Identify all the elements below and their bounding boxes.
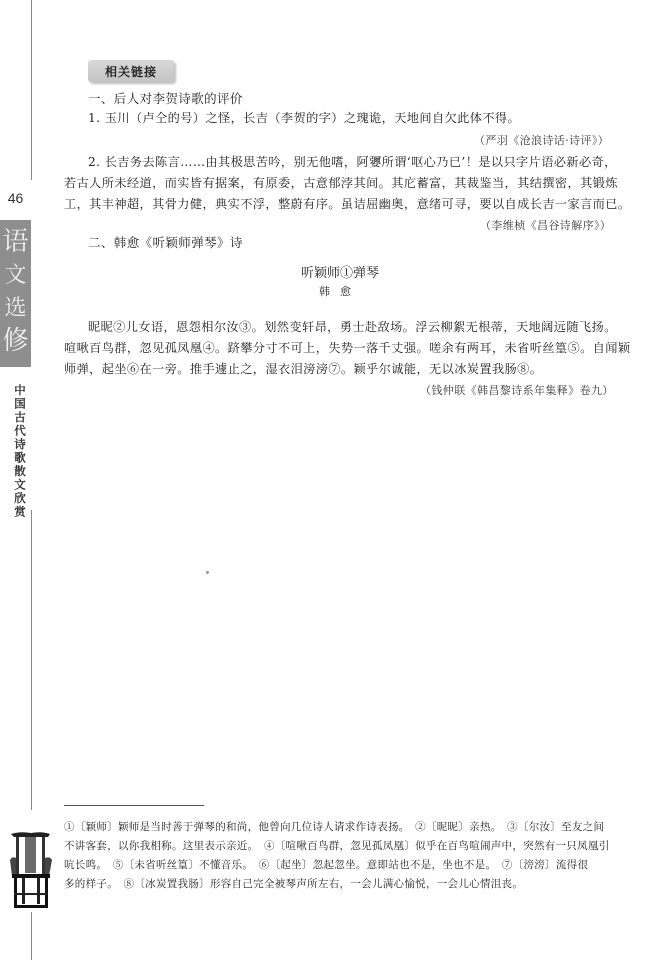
series-char: 文 [4, 263, 27, 288]
print-speck [206, 571, 209, 574]
poem-author: 韩愈 [319, 285, 361, 298]
poem-line: 昵昵②儿女语，恩怨相尔汝③。划然变轩昂，勇士赴敌场。浮云柳絮无根蒂，天地阔远随飞扬。 [88, 320, 617, 334]
book-title: 中国古代诗歌散文欣赏 [13, 384, 27, 519]
footnote-rule [64, 805, 204, 806]
part1-item2-line: 2. 长吉务去陈言……由其极思苦吟，别无他嗜，阿㜷所谓‘呕心乃已’！是以只字片语必新必奇， [88, 155, 617, 169]
footnote-line: 不讲客套，以你我相称。这里表示亲近。 ④〔喧啾百鸟群，忽见孤凤凰〕似乎在百鸟喧闹声中，突然有一只凤凰引 [64, 840, 610, 852]
footnote-line: 多的样子。 ⑧〔冰炭置我肠〕形容自己完全被琴声所左右，一会儿满心愉悦，一会儿心情沮丧。 [64, 878, 524, 890]
chair-illustration-icon [8, 830, 54, 910]
footnote-line: 吭长鸣。 ⑤〔未省听丝篁〕不懂音乐。 ⑥〔起坐〕忽起忽坐。意即站也不是，坐也不是。 ⑦〔滂滂〕流得很 [64, 859, 589, 871]
margin-rule-middle [31, 510, 32, 810]
part1-item2-source: （李维桢《昌谷诗解序》） [480, 219, 612, 232]
series-char: 语 [2, 227, 29, 257]
part1-item2-line: 若古人所未经道，而实皆有据案，有原委，古意郁浡其间。其庀蓄富，其裁鉴当，其结撰密，其锻炼 [64, 176, 618, 190]
part1-heading: 一、后人对李贺诗歌的评价 [88, 91, 243, 106]
series-char: 修 [2, 326, 29, 356]
part1-item1: 1. 玉川（卢仝的号）之怪，长吉（李贺的字）之瑰诡，天地间自欠此体不得。 [88, 111, 521, 125]
related-links-tag: 相关链接 [88, 60, 174, 82]
part1-item2-line: 工，其丰神超，其骨力健，典实不浮，整蔚有序。虽诘屈幽奥，意绪可寻，要以自成长吉一家言而已。 [64, 197, 631, 211]
part2-heading: 二、韩愈《听颖师弹琴》诗 [88, 235, 243, 250]
poem-title: 听颖师①弹琴 [300, 266, 379, 281]
series-char: 选 [4, 296, 27, 321]
poem-source: （钱仲联《韩昌黎诗系年集释》卷九） [420, 384, 614, 397]
margin-rule-bottom [31, 912, 32, 960]
poem-line: 喧啾百鸟群，忽见孤凤凰④。跻攀分寸不可上，失势一落千丈强。嗟余有两耳，未省听丝篁⑤。自闻颖 [64, 341, 631, 355]
part1-item1-source: （严羽《沧浪诗话·诗评》） [474, 134, 610, 147]
margin-rule-top [31, 0, 32, 180]
footnote-line: ①〔颖师〕颖师是当时善于弹琴的和尚，他曾向几位诗人请求作诗表扬。 ②〔昵昵〕亲热。 ③〔尔汝〕至友之间 [64, 821, 605, 833]
poem-line: 师弹，起坐⑥在一旁。推手遽止之，湿衣泪滂滂⑦。颖乎尔诚能，无以冰炭置我肠⑧。 [64, 362, 543, 376]
page-number: 46 [7, 190, 24, 206]
